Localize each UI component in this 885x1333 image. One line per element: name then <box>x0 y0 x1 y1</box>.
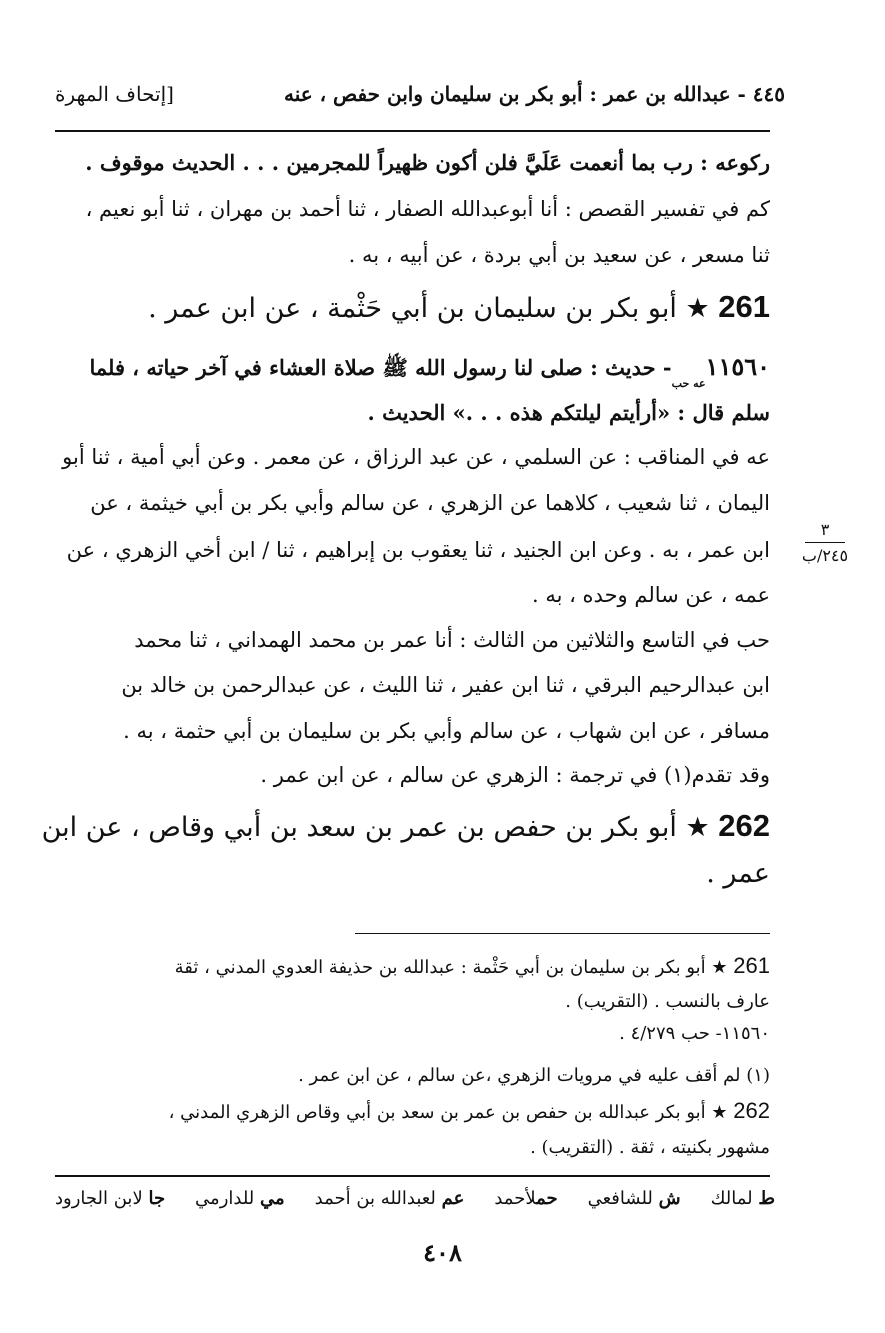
entry-title: أبو بكر بن سليمان بن أبي حَثْمة ، عن ابن عمر . <box>148 293 677 324</box>
star-icon: ★ <box>711 957 728 978</box>
footnote-262 <box>55 1097 770 1127</box>
footnote-line: ١١٥٦٠- حب ٤/٢٧٩ . <box>619 1023 770 1044</box>
footnote-261 <box>55 952 770 982</box>
header-book-name: [إتحاف المهرة <box>55 82 174 106</box>
folio-number: ٢٤٥/ب <box>801 546 849 565</box>
body-line: وقد تقدم(١) في ترجمة : الزهري عن سالم ، عن ابن عمر . <box>260 763 770 787</box>
abbreviations-divider <box>55 1175 770 1177</box>
body-line: ابن عمر ، به . وعن ابن الجنيد ، ثنا يعقوب بن إبراهيم ، ثنا / ابن أخي الزهري ، عن <box>66 538 770 562</box>
body-line: سلم قال : «أرأيتم ليلتكم هذه . . .» الحديث . <box>367 400 770 425</box>
footnote-text: أبو بكر بن سليمان بن أبي حَثْمة : عبدالله بن حذيفة العدوي المدني ، ثقة <box>174 957 706 978</box>
entry-262-continuation: عمر . <box>706 858 770 889</box>
footnote-text: أبو بكر عبدالله بن حفص بن عمر بن سعد بن أبي وقاص الزهري المدني ، <box>168 1102 706 1123</box>
entry-title: أبو بكر بن حفص بن عمر بن سعد بن أبي وقاص ، عن ابن <box>41 812 677 843</box>
footnote-number: 261 <box>733 953 770 978</box>
body-line: ثنا مسعر ، عن سعيد بن أبي بردة ، عن أبيه ، به . <box>348 243 770 267</box>
abbreviation-item: عم لعبدالله بن أحمد <box>314 1188 465 1209</box>
body-line: عه في المناقب : عن السلمي ، عن عبد الرزاق ، عن معمر . وعن أبي أمية ، ثنا أبو <box>62 445 770 469</box>
star-icon: ★ <box>685 812 710 843</box>
hadith-heading <box>55 352 770 390</box>
entry-number: 261 <box>718 289 770 324</box>
source-marks: عه حب <box>671 377 706 390</box>
abbreviation-item: ش للشافعي <box>587 1188 681 1209</box>
star-icon: ★ <box>685 293 710 324</box>
header-title: ٤٤٥ - عبدالله بن عمر : أبو بكر بن سليمان وابن حفص ، عنه <box>283 82 785 106</box>
footnote-line: مشهور بكنيته ، ثقة . (التقريب) . <box>530 1137 770 1158</box>
abbreviations-key <box>55 1188 775 1218</box>
abbreviation-item: ط لمالك <box>710 1188 775 1209</box>
running-header <box>55 82 785 118</box>
body-line: عمه ، عن سالم وحده ، به . <box>531 583 770 607</box>
abbreviation-item: حملأحمد <box>494 1188 558 1209</box>
body-line: مسافر ، عن ابن شهاب ، عن سالم وأبي بكر بن سليمان بن أبي حثمة ، به . <box>123 719 770 743</box>
entry-262-heading <box>41 806 770 848</box>
abbreviation-item: مي للدارمي <box>195 1188 285 1209</box>
footnote-line: عارف بالنسب . (التقريب) . <box>565 991 770 1012</box>
folio-line-number: ٣ <box>820 520 830 539</box>
body-line: حب في التاسع والثلاثين من الثالث : أنا عمر بن محمد الهمداني ، ثنا محمد <box>134 628 770 652</box>
hadith-number: ١١٥٦٠ <box>705 352 770 381</box>
footnote-line: (١) لم أقف عليه في مرويات الزهري ،عن سالم ، عن ابن عمر . <box>298 1065 770 1086</box>
footnote-divider <box>355 933 770 934</box>
star-icon: ★ <box>711 1102 728 1123</box>
body-line: كم في تفسير القصص : أنا أبوعبدالله الصفار ، ثنا أحمد بن مهران ، ثنا أبو نعيم ، <box>85 197 770 221</box>
entry-number: 262 <box>718 808 770 843</box>
body-line: اليمان ، ثنا شعيب ، كلاهما عن الزهري ، عن سالم وأبي بكر بن أبي خيثمة ، عن <box>90 491 770 515</box>
header-divider <box>55 130 770 132</box>
abbreviation-item: جا لابن الجارود <box>55 1188 166 1209</box>
body-line: ابن عبدالرحيم البرقي ، ثنا ابن عفير ، ثنا الليث ، عن عبدالرحمن بن خالد بن <box>121 673 770 697</box>
manuscript-folio-note <box>800 520 850 565</box>
footnote-number: 262 <box>733 1098 770 1123</box>
hadith-text: - حديث : صلى لنا رسول الله ﷺ صلاة العشاء في آخر حياته ، فلما <box>89 355 672 380</box>
entry-261-heading <box>55 287 770 329</box>
folio-divider <box>805 542 845 543</box>
page-number: ٤٠٨ <box>423 1238 462 1267</box>
body-line: ركوعه : رب بما أنعمت عَلَيَّ فلن أكون ظهيراً للمجرمين . . . الحديث موقوف . <box>85 150 770 175</box>
